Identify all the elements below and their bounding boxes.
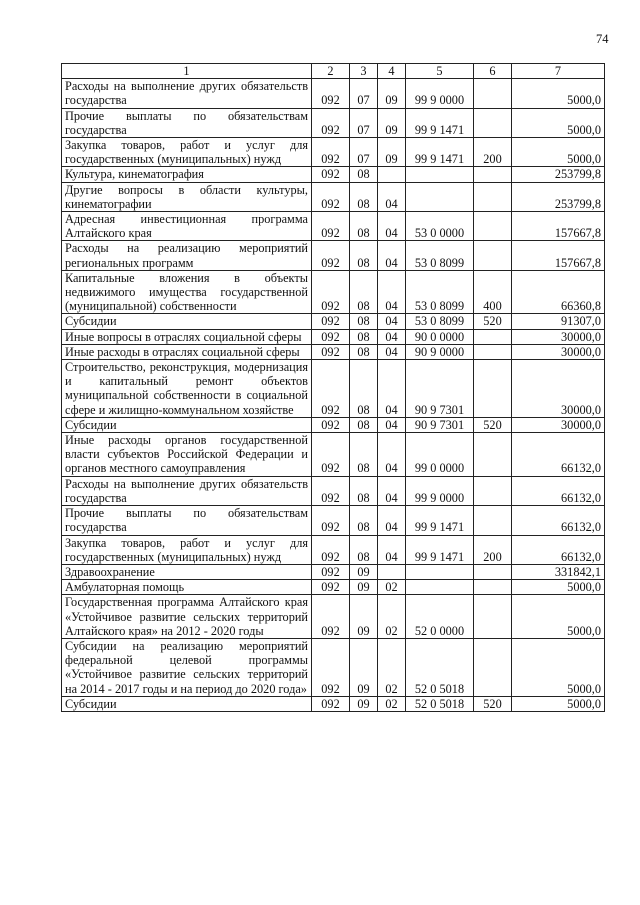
cell-section: 08 bbox=[350, 167, 378, 182]
cell-subsection: 02 bbox=[378, 595, 406, 639]
table-row bbox=[62, 344, 605, 359]
cell-section: 09 bbox=[350, 564, 378, 579]
cell-amount: 5000,0 bbox=[512, 696, 605, 711]
cell-amount: 5000,0 bbox=[512, 638, 605, 696]
cell-target-article: 99 9 1471 bbox=[406, 535, 474, 564]
cell-expense-type: 200 bbox=[474, 138, 512, 167]
cell-name: Расходы на выполнение других обязательств государства bbox=[62, 79, 312, 108]
cell-target-article: 52 0 5018 bbox=[406, 638, 474, 696]
cell-target-article: 90 9 7301 bbox=[406, 360, 474, 418]
cell-amount: 91307,0 bbox=[512, 314, 605, 329]
table-row bbox=[62, 696, 605, 711]
cell-name: Другие вопросы в области культуры, кинематографии bbox=[62, 182, 312, 211]
cell-ministry-code: 092 bbox=[312, 329, 350, 344]
cell-ministry-code: 092 bbox=[312, 241, 350, 270]
cell-amount: 5000,0 bbox=[512, 138, 605, 167]
cell-expense-type bbox=[474, 241, 512, 270]
table-row bbox=[62, 433, 605, 477]
cell-expense-type bbox=[474, 580, 512, 595]
cell-name: Прочие выплаты по обязательствам государства bbox=[62, 506, 312, 535]
table-row bbox=[62, 138, 605, 167]
cell-section: 08 bbox=[350, 535, 378, 564]
cell-target-article: 99 9 0000 bbox=[406, 476, 474, 505]
cell-amount: 157667,8 bbox=[512, 212, 605, 241]
column-header: 3 bbox=[350, 64, 378, 79]
cell-target-article bbox=[406, 564, 474, 579]
cell-amount: 66132,0 bbox=[512, 506, 605, 535]
table-row bbox=[62, 329, 605, 344]
cell-section: 07 bbox=[350, 108, 378, 137]
cell-expense-type: 200 bbox=[474, 535, 512, 564]
table-row bbox=[62, 595, 605, 639]
cell-ministry-code: 092 bbox=[312, 360, 350, 418]
cell-subsection: 04 bbox=[378, 212, 406, 241]
cell-subsection: 04 bbox=[378, 182, 406, 211]
table-row bbox=[62, 564, 605, 579]
cell-ministry-code: 092 bbox=[312, 108, 350, 137]
cell-name: Субсидии bbox=[62, 417, 312, 432]
cell-target-article: 90 0 0000 bbox=[406, 329, 474, 344]
table-row bbox=[62, 182, 605, 211]
cell-expense-type bbox=[474, 433, 512, 477]
cell-expense-type: 400 bbox=[474, 270, 512, 314]
cell-target-article: 53 0 8099 bbox=[406, 314, 474, 329]
cell-target-article: 99 9 1471 bbox=[406, 108, 474, 137]
page-number: 74 bbox=[596, 32, 609, 46]
cell-subsection: 02 bbox=[378, 696, 406, 711]
cell-subsection bbox=[378, 167, 406, 182]
cell-expense-type bbox=[474, 595, 512, 639]
cell-expense-type bbox=[474, 506, 512, 535]
cell-subsection: 04 bbox=[378, 314, 406, 329]
cell-target-article: 53 0 8099 bbox=[406, 270, 474, 314]
cell-subsection: 09 bbox=[378, 79, 406, 108]
cell-expense-type bbox=[474, 360, 512, 418]
cell-amount: 157667,8 bbox=[512, 241, 605, 270]
cell-target-article: 52 0 5018 bbox=[406, 696, 474, 711]
cell-target-article bbox=[406, 167, 474, 182]
column-header: 5 bbox=[406, 64, 474, 79]
cell-ministry-code: 092 bbox=[312, 138, 350, 167]
cell-name: Здравоохранение bbox=[62, 564, 312, 579]
cell-ministry-code: 092 bbox=[312, 535, 350, 564]
cell-target-article bbox=[406, 182, 474, 211]
column-header: 2 bbox=[312, 64, 350, 79]
cell-ministry-code: 092 bbox=[312, 433, 350, 477]
cell-subsection: 04 bbox=[378, 360, 406, 418]
cell-section: 08 bbox=[350, 360, 378, 418]
cell-section: 08 bbox=[350, 476, 378, 505]
table-row bbox=[62, 167, 605, 182]
cell-amount: 331842,1 bbox=[512, 564, 605, 579]
cell-section: 08 bbox=[350, 241, 378, 270]
cell-target-article: 99 9 1471 bbox=[406, 138, 474, 167]
table-row bbox=[62, 270, 605, 314]
column-header: 7 bbox=[512, 64, 605, 79]
cell-subsection: 02 bbox=[378, 580, 406, 595]
cell-amount: 30000,0 bbox=[512, 417, 605, 432]
cell-name: Иные вопросы в отраслях социальной сферы bbox=[62, 329, 312, 344]
column-header: 1 bbox=[62, 64, 312, 79]
table-row bbox=[62, 638, 605, 696]
cell-expense-type bbox=[474, 108, 512, 137]
cell-subsection: 04 bbox=[378, 329, 406, 344]
cell-section: 08 bbox=[350, 212, 378, 241]
cell-amount: 30000,0 bbox=[512, 329, 605, 344]
cell-subsection: 04 bbox=[378, 417, 406, 432]
cell-subsection: 04 bbox=[378, 433, 406, 477]
cell-subsection: 04 bbox=[378, 506, 406, 535]
cell-subsection: 04 bbox=[378, 476, 406, 505]
cell-section: 08 bbox=[350, 506, 378, 535]
table-row bbox=[62, 417, 605, 432]
cell-amount: 5000,0 bbox=[512, 108, 605, 137]
cell-subsection: 09 bbox=[378, 138, 406, 167]
cell-name: Закупка товаров, работ и услуг для государственных (муниципальных) нужд bbox=[62, 138, 312, 167]
cell-target-article: 99 9 0000 bbox=[406, 79, 474, 108]
cell-ministry-code: 092 bbox=[312, 506, 350, 535]
cell-ministry-code: 092 bbox=[312, 476, 350, 505]
table-row bbox=[62, 535, 605, 564]
cell-expense-type bbox=[474, 564, 512, 579]
cell-amount: 66132,0 bbox=[512, 476, 605, 505]
table-row bbox=[62, 212, 605, 241]
cell-expense-type bbox=[474, 329, 512, 344]
cell-amount: 5000,0 bbox=[512, 79, 605, 108]
table-row bbox=[62, 506, 605, 535]
cell-section: 09 bbox=[350, 696, 378, 711]
cell-ministry-code: 092 bbox=[312, 167, 350, 182]
cell-target-article: 90 9 0000 bbox=[406, 344, 474, 359]
cell-amount: 66360,8 bbox=[512, 270, 605, 314]
cell-ministry-code: 092 bbox=[312, 344, 350, 359]
cell-amount: 253799,8 bbox=[512, 167, 605, 182]
cell-subsection: 04 bbox=[378, 241, 406, 270]
cell-subsection: 04 bbox=[378, 535, 406, 564]
cell-target-article: 99 0 0000 bbox=[406, 433, 474, 477]
cell-name: Государственная программа Алтайского края «Устойчивое развитие сельских территорий Алтайского края» на 2012 - 2020 годы bbox=[62, 595, 312, 639]
cell-section: 08 bbox=[350, 270, 378, 314]
cell-target-article: 90 9 7301 bbox=[406, 417, 474, 432]
cell-ministry-code: 092 bbox=[312, 79, 350, 108]
cell-ministry-code: 092 bbox=[312, 314, 350, 329]
column-header: 4 bbox=[378, 64, 406, 79]
cell-section: 08 bbox=[350, 433, 378, 477]
table-row bbox=[62, 241, 605, 270]
cell-expense-type: 520 bbox=[474, 417, 512, 432]
cell-amount: 30000,0 bbox=[512, 360, 605, 418]
cell-amount: 66132,0 bbox=[512, 433, 605, 477]
cell-expense-type bbox=[474, 79, 512, 108]
cell-name: Культура, кинематография bbox=[62, 167, 312, 182]
cell-name: Адресная инвестиционная программа Алтайского края bbox=[62, 212, 312, 241]
cell-ministry-code: 092 bbox=[312, 595, 350, 639]
cell-section: 08 bbox=[350, 329, 378, 344]
cell-ministry-code: 092 bbox=[312, 212, 350, 241]
cell-expense-type bbox=[474, 476, 512, 505]
cell-section: 07 bbox=[350, 138, 378, 167]
cell-section: 09 bbox=[350, 595, 378, 639]
table-row bbox=[62, 476, 605, 505]
cell-ministry-code: 092 bbox=[312, 182, 350, 211]
cell-target-article: 53 0 8099 bbox=[406, 241, 474, 270]
cell-name: Амбулаторная помощь bbox=[62, 580, 312, 595]
table-row bbox=[62, 108, 605, 137]
cell-target-article bbox=[406, 580, 474, 595]
cell-ministry-code: 092 bbox=[312, 564, 350, 579]
cell-section: 08 bbox=[350, 314, 378, 329]
cell-expense-type: 520 bbox=[474, 314, 512, 329]
cell-amount: 30000,0 bbox=[512, 344, 605, 359]
table-row bbox=[62, 79, 605, 108]
cell-amount: 66132,0 bbox=[512, 535, 605, 564]
cell-name: Иные расходы в отраслях социальной сферы bbox=[62, 344, 312, 359]
table-row bbox=[62, 580, 605, 595]
cell-subsection: 04 bbox=[378, 270, 406, 314]
cell-amount: 253799,8 bbox=[512, 182, 605, 211]
cell-expense-type: 520 bbox=[474, 696, 512, 711]
cell-target-article: 52 0 0000 bbox=[406, 595, 474, 639]
cell-ministry-code: 092 bbox=[312, 270, 350, 314]
cell-name: Расходы на реализацию мероприятий региональных программ bbox=[62, 241, 312, 270]
cell-section: 08 bbox=[350, 182, 378, 211]
cell-ministry-code: 092 bbox=[312, 417, 350, 432]
column-header: 6 bbox=[474, 64, 512, 79]
cell-name: Субсидии на реализацию мероприятий федеральной целевой программы «Устойчивое развитие сельских территорий на 2014 - 2017 годы и на период до 2020 года» bbox=[62, 638, 312, 696]
cell-expense-type bbox=[474, 212, 512, 241]
cell-name: Расходы на выполнение других обязательств государства bbox=[62, 476, 312, 505]
cell-target-article: 99 9 1471 bbox=[406, 506, 474, 535]
cell-section: 07 bbox=[350, 79, 378, 108]
cell-section: 08 bbox=[350, 417, 378, 432]
cell-subsection: 02 bbox=[378, 638, 406, 696]
cell-section: 09 bbox=[350, 638, 378, 696]
cell-expense-type bbox=[474, 182, 512, 211]
table-header-row bbox=[62, 64, 605, 79]
cell-ministry-code: 092 bbox=[312, 580, 350, 595]
cell-amount: 5000,0 bbox=[512, 595, 605, 639]
cell-name: Капитальные вложения в объекты недвижимого имущества государственной (муниципальной) собственности bbox=[62, 270, 312, 314]
cell-name: Субсидии bbox=[62, 314, 312, 329]
budget-table bbox=[61, 63, 605, 712]
cell-name: Прочие выплаты по обязательствам государства bbox=[62, 108, 312, 137]
cell-expense-type bbox=[474, 167, 512, 182]
cell-ministry-code: 092 bbox=[312, 696, 350, 711]
cell-target-article: 53 0 0000 bbox=[406, 212, 474, 241]
cell-name: Субсидии bbox=[62, 696, 312, 711]
cell-subsection: 04 bbox=[378, 344, 406, 359]
cell-section: 09 bbox=[350, 580, 378, 595]
cell-name: Закупка товаров, работ и услуг для государственных (муниципальных) нужд bbox=[62, 535, 312, 564]
cell-subsection: 09 bbox=[378, 108, 406, 137]
table-row bbox=[62, 360, 605, 418]
cell-expense-type bbox=[474, 344, 512, 359]
cell-ministry-code: 092 bbox=[312, 638, 350, 696]
table-row bbox=[62, 314, 605, 329]
cell-subsection bbox=[378, 564, 406, 579]
cell-amount: 5000,0 bbox=[512, 580, 605, 595]
cell-name: Строительство, реконструкция, модернизация и капитальный ремонт объектов муниципальной собственности в социальной сфере и жилищно-коммунальном хозяйстве bbox=[62, 360, 312, 418]
cell-expense-type bbox=[474, 638, 512, 696]
cell-name: Иные расходы органов государственной власти субъектов Российской Федерации и органов местного самоуправления bbox=[62, 433, 312, 477]
cell-section: 08 bbox=[350, 344, 378, 359]
table-body bbox=[62, 79, 605, 712]
